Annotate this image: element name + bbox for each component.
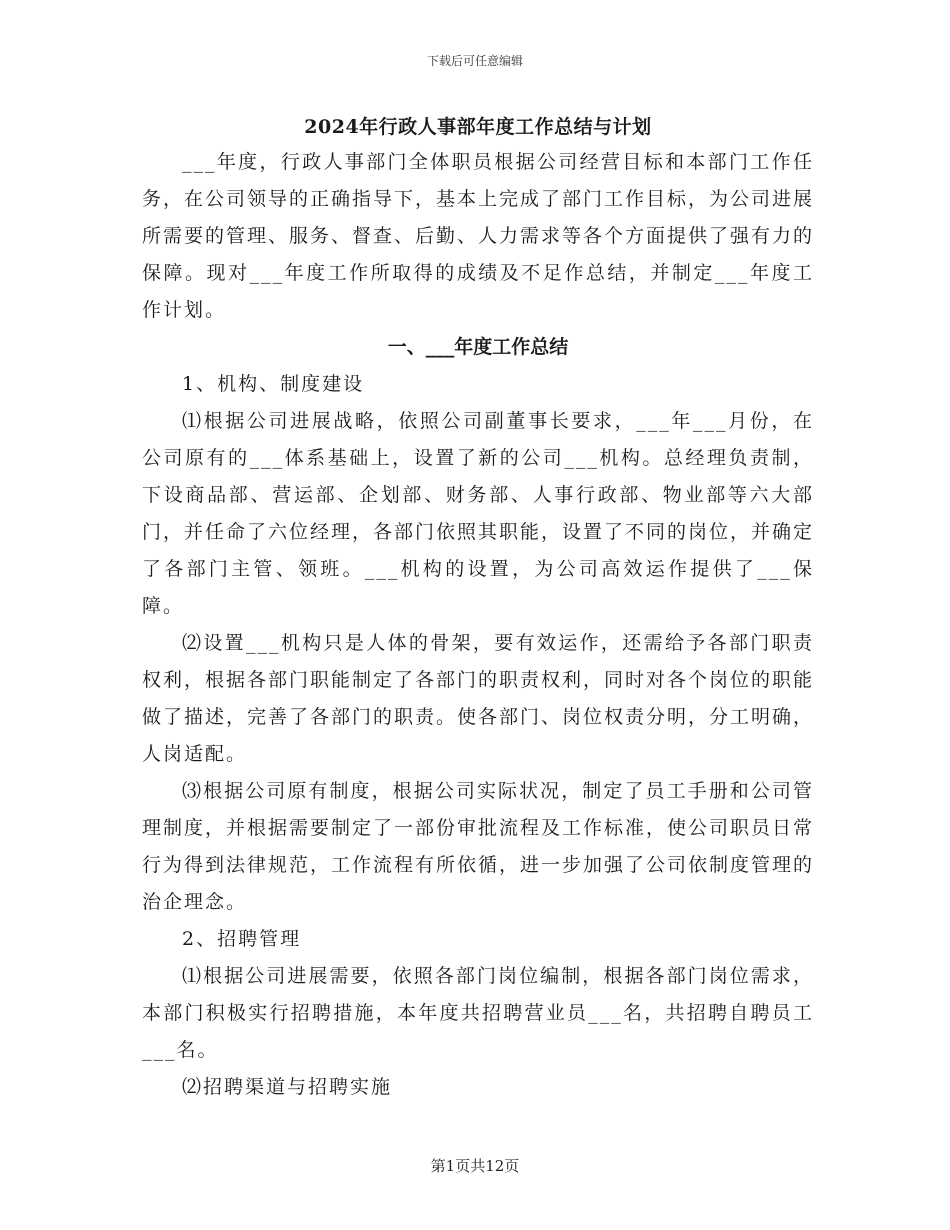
- header-note: 下载后可任意编辑: [426, 54, 523, 68]
- document-body: [142, 112, 814, 1106]
- paragraph: ⑵设置___机构只是人体的骨架，要有效运作，还需给予各部门职责权利，根据各部门职能制定了各部门的职责权利，同时对各个岗位的职能做了描述，完善了各部门的职责。使各部门、岗位权责分明，分工明确，人岗适配。: [142, 632, 815, 765]
- subsection-heading: 2、招聘管理: [182, 928, 302, 950]
- paragraph: ⑶根据公司原有制度，根据公司实际状况，制定了员工手册和公司管理制度，并根据需要制定了一部份审批流程及工作标准，使公司职员日常行为得到法律规范，工作流程有所依循，进一步加强了公司依制度管理的治企理念。: [142, 780, 815, 913]
- document-title: 2024年行政人事部年度工作总结与计划: [304, 116, 652, 138]
- subsection-heading: 1、机构、制度建设: [182, 373, 365, 395]
- paragraph: ⑴根据公司进展需要，依照各部门岗位编制，根据各部门岗位需求，本部门积极实行招聘措施，本年度共招聘营业员___名，共招聘自聘员工___名。: [142, 965, 814, 1061]
- section-heading: 一、___年度工作总结: [387, 336, 569, 358]
- intro-paragraph: ___年度，行政人事部门全体职员根据公司经营目标和本部门工作任务，在公司领导的正确指导下，基本上完成了部门工作目标，为公司进展所需要的管理、服务、督查、后勤、人力需求等各个方面提供了强有力的保障。现对___年度工作所取得的成绩及不足作总结，并制定___年度工作计划。: [142, 151, 815, 321]
- paragraph: ⑵招聘渠道与招聘实施: [182, 1076, 393, 1098]
- page-footer: 第1页共12页: [430, 1157, 520, 1175]
- paragraph: ⑴根据公司进展战略，依照公司副董事长要求，___年___月份，在公司原有的___体系基础上，设置了新的公司___机构。总经理负责制，下设商品部、营运部、企划部、财务部、人事行政部、物业部等六大部门，并任命了六位经理，各部门依照其职能，设置了不同的岗位，并确定了各部门主管、领班。___机构的设置，为公司高效运作提供了___保障。: [142, 410, 815, 617]
